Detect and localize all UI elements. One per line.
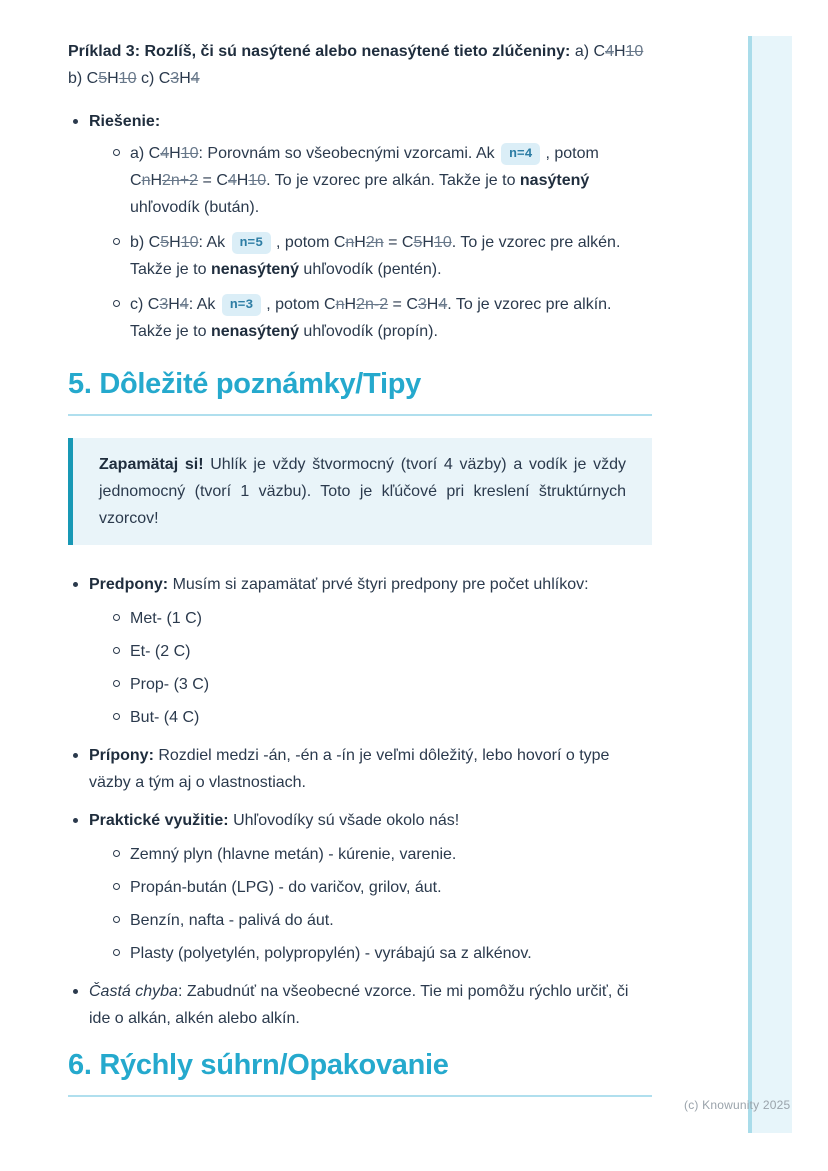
text-segment: 5 [98, 70, 108, 87]
text-segment: . To je vzorec pre alkén. Takže je to [130, 234, 621, 278]
text-segment: H [168, 296, 180, 313]
inline-code-badge: n=4 [501, 143, 540, 165]
tips-list [68, 571, 652, 1032]
tip-subitems [89, 841, 652, 967]
page-edge-decoration [748, 36, 792, 1133]
text-segment: H [422, 234, 434, 251]
text-segment: b) C [130, 234, 161, 251]
text-segment: Príklad 3: Rozlíš, či sú nasýtené alebo nenasýtené tieto zlúčeniny: [68, 43, 575, 60]
solution-step [111, 229, 652, 283]
section-6-heading: 6. Rýchly súhrn/Opakovanie [68, 1048, 652, 1097]
solution-label: Riešenie: [89, 113, 161, 130]
inline-code-badge: n=3 [222, 294, 261, 316]
text-segment: n [141, 172, 151, 189]
text-segment: 10 [248, 172, 267, 189]
text-segment: 10 [180, 234, 199, 251]
text-segment: 10 [433, 234, 452, 251]
tip-subitem [111, 671, 652, 698]
text-segment: 2n [365, 234, 384, 251]
text-segment: 4 [438, 296, 448, 313]
example-3-statement [68, 38, 652, 92]
text-segment: 5 [413, 234, 423, 251]
text-segment: . To je vzorec pre alkán. Takže je to [266, 172, 520, 189]
text-segment: Uhlík je vždy štvormocný (tvorí 4 väzby) a vodík je vždy jednomocný (tvorí 1 väzbu). Toto je kľúčové pri kreslení štruktúrnych vzorcov! [99, 456, 626, 527]
inline-code-badge: n=5 [232, 232, 271, 254]
tip-subitem [111, 907, 652, 934]
text-segment: uhľovodík (pentén). [298, 261, 442, 278]
text-segment: c) C [130, 296, 160, 313]
text-segment: , potom C [266, 296, 336, 313]
text-segment: Uhľovodíky sú všade okolo nás! [228, 812, 460, 829]
solution-item [68, 108, 652, 345]
text-segment: : Porovnám so všeobecnými vzorcami. Ak [198, 145, 500, 162]
text-segment: H [236, 172, 249, 189]
section-5-heading: 5. Dôležité poznámky/Tipy [68, 367, 652, 416]
text-segment: 10 [625, 43, 644, 60]
tip-item [68, 742, 652, 796]
text-segment: Plasty (polyetylén, polypropylén) - vyrábajú sa z alkénov. [130, 945, 532, 962]
text-segment: H [344, 296, 357, 313]
text-segment: = C [388, 296, 418, 313]
text-segment: a) C [574, 43, 606, 60]
text-segment: 2n+2 [162, 172, 199, 189]
text-segment: H [169, 234, 181, 251]
text-segment: nenasýtený [210, 323, 299, 340]
text-segment: n [345, 234, 355, 251]
document-content [68, 38, 652, 1097]
text-segment: : Ak [188, 296, 220, 313]
text-segment: Zapamätaj si! [99, 456, 204, 473]
text-segment: Častá chyba [89, 983, 178, 1000]
tip-subitem [111, 874, 652, 901]
text-segment: c) C [136, 70, 171, 87]
text-segment: uhľovodík (propín). [298, 323, 438, 340]
tip-text [89, 571, 652, 598]
tip-subitem [111, 704, 652, 731]
text-segment: H [169, 145, 181, 162]
text-segment: 5 [160, 234, 170, 251]
text-segment: H [150, 172, 163, 189]
text-segment: Zemný plyn (hlavne metán) - kúrenie, varenie. [130, 846, 457, 863]
text-segment: Prop- (3 C) [130, 676, 210, 693]
remember-callout [68, 438, 652, 545]
tip-text [89, 978, 652, 1032]
text-segment: , potom C [276, 234, 346, 251]
text-segment: Benzín, nafta - palivá do áut. [130, 912, 334, 929]
text-segment: But- (4 C) [130, 709, 200, 726]
solution-step [111, 291, 652, 345]
text-segment: uhľovodík (bután). [130, 199, 260, 216]
text-segment: Predpony: [89, 576, 169, 593]
text-segment: . To je vzorec pre alkín. Takže je to [130, 296, 612, 340]
text-segment: b) C [68, 70, 99, 87]
text-segment: 10 [180, 145, 199, 162]
text-segment: n [335, 296, 345, 313]
tip-text [89, 742, 652, 796]
text-segment: Musím si zapamätať prvé štyri predpony pre počet uhlíkov: [168, 576, 589, 593]
solution-list [68, 108, 652, 345]
text-segment: Et- (2 C) [130, 643, 191, 660]
text-segment: , potom C [130, 145, 599, 189]
text-segment: 3 [170, 70, 180, 87]
tip-subitem [111, 638, 652, 665]
text-segment: Praktické využitie: [89, 812, 229, 829]
text-segment: a) C [130, 145, 161, 162]
copyright-footer: (c) Knowunity 2025 [684, 1098, 791, 1112]
tip-item [68, 978, 652, 1032]
text-segment: 10 [118, 70, 137, 87]
text-segment: 4 [227, 172, 237, 189]
text-segment: 2n-2 [356, 296, 389, 313]
text-segment: : Ak [198, 234, 230, 251]
tip-item [68, 571, 652, 731]
text-segment: H [107, 70, 119, 87]
tip-item [68, 807, 652, 967]
tip-text [89, 807, 652, 834]
text-segment: H [426, 296, 439, 313]
text-segment: 3 [417, 296, 427, 313]
remember-callout-text [99, 451, 626, 532]
text-segment: 4 [190, 70, 200, 87]
tip-subitem [111, 841, 652, 868]
text-segment: nasýtený [519, 172, 590, 189]
tip-subitem [111, 940, 652, 967]
text-segment: : Zabudnúť na všeobecné vzorce. Tie mi pomôžu rýchlo určiť, či ide o alkán, alkén alebo alkín. [89, 983, 629, 1027]
text-segment: 4 [605, 43, 614, 60]
text-segment: Met- (1 C) [130, 610, 202, 627]
text-segment: 4 [160, 145, 170, 162]
text-segment: H [613, 43, 626, 60]
text-segment: H [354, 234, 366, 251]
text-segment: Rozdiel medzi -án, -én a -ín je veľmi dôležitý, lebo hovorí o type väzby a tým aj o vlastnostiach. [89, 747, 610, 791]
solution-step [111, 140, 652, 221]
tip-subitem [111, 605, 652, 632]
tip-subitems [89, 605, 652, 731]
text-segment: = C [198, 172, 228, 189]
text-segment: Prípony: [89, 747, 154, 764]
text-segment: H [179, 70, 191, 87]
text-segment: Propán-bután (LPG) - do varičov, grilov, áut. [130, 879, 442, 896]
solution-steps [89, 140, 652, 345]
text-segment: = C [383, 234, 414, 251]
text-segment: nenasýtený [210, 261, 299, 278]
text-segment: 3 [159, 296, 169, 313]
text-segment: 4 [179, 296, 189, 313]
